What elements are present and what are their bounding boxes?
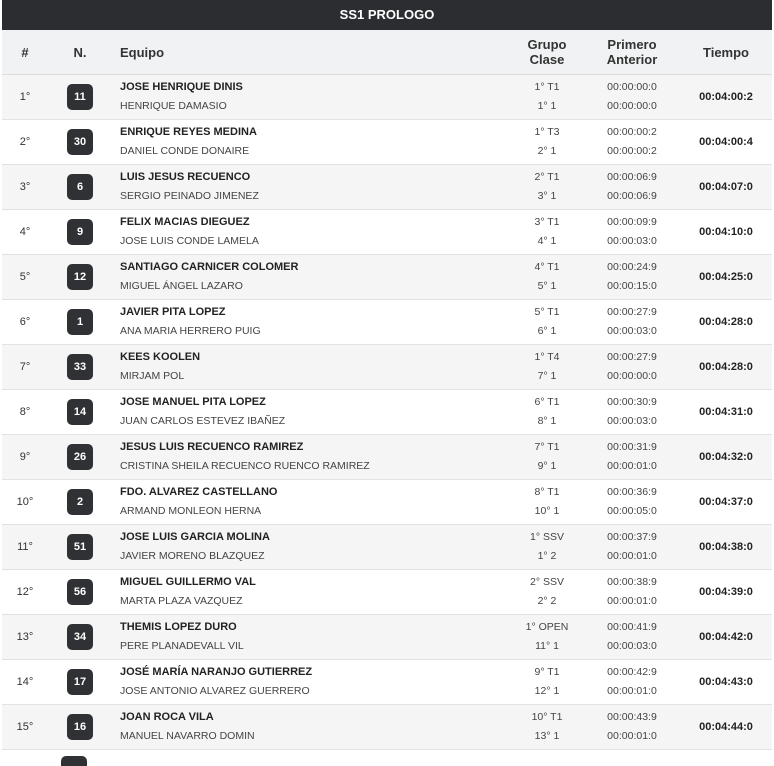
header-num: N. [73,44,87,60]
gap-first: 00:00:06:9 [607,171,657,183]
row-group [510,75,584,119]
car-number-badge: 34 [67,624,93,650]
stage-time: 00:04:38:0 [699,541,753,553]
row-time [680,705,772,749]
row-number-cell [48,210,112,254]
header-prev-line2: Anterior [606,52,658,67]
gap-previous: 00:00:03:0 [607,235,657,247]
gap-first: 00:00:36:9 [607,486,657,498]
table-row[interactable] [2,255,772,300]
gap-previous: 00:00:03:0 [607,325,657,337]
header-prev [584,30,680,74]
copilot-name: JAVIER MORENO BLAZQUEZ [120,550,265,562]
row-number-cell [48,75,112,119]
stage-time: 00:04:00:2 [699,91,753,103]
row-position: 6° [19,316,31,328]
stage-time: 00:04:37:0 [699,496,753,508]
row-group [510,390,584,434]
row-time [680,435,772,479]
row-group [510,660,584,704]
pilot-name: JOSE MANUEL PITA LOPEZ [120,396,266,408]
stage-time: 00:04:10:0 [699,226,753,238]
table-row[interactable] [2,300,772,345]
stage-time: 00:04:25:0 [699,271,753,283]
table-row[interactable] [2,120,772,165]
stage-time: 00:04:44:0 [699,721,753,733]
car-number-badge: 2 [67,489,93,515]
row-team [112,435,510,479]
row-group [510,615,584,659]
row-time [680,120,772,164]
group-rank: 7° T1 [534,441,560,453]
row-group [510,300,584,344]
header-team-label: Equipo [120,44,165,60]
copilot-name: MIRJAM POL [120,370,185,382]
stage-time: 00:04:32:0 [699,451,753,463]
row-number-cell [48,165,112,209]
row-time [680,525,772,569]
row-position: 5° [19,271,31,283]
header-prev-line1: Primero [607,37,657,52]
row-team [112,525,510,569]
table-row[interactable] [2,705,772,750]
row-gaps [584,345,680,389]
gap-first: 00:00:09:9 [607,216,657,228]
row-gaps [584,705,680,749]
table-header [2,30,772,75]
stage-title: SS1 PROLOGO [2,0,772,30]
gap-first: 00:00:42:9 [607,666,657,678]
gap-first: 00:00:43:9 [607,711,657,723]
class-rank: 5° 1 [537,280,557,292]
pilot-name: KEES KOOLEN [120,351,201,363]
table-row[interactable] [2,660,772,705]
group-rank: 4° T1 [534,261,560,273]
class-rank: 3° 1 [537,190,557,202]
table-row[interactable] [2,165,772,210]
row-gaps [584,660,680,704]
row-team [112,255,510,299]
car-number-badge: 1 [67,309,93,335]
row-group [510,345,584,389]
pilot-name: SANTIAGO CARNICER COLOMER [120,261,299,273]
row-group [510,255,584,299]
row-group [510,210,584,254]
class-rank: 9° 1 [537,460,557,472]
gap-first: 00:00:30:9 [607,396,657,408]
copilot-name: CRISTINA SHEILA RECUENCO RUENCO RAMIREZ [120,460,370,472]
header-group-line2: Clase [529,52,565,67]
pilot-name: JAVIER PITA LOPEZ [120,306,226,318]
row-gaps [584,165,680,209]
group-rank: 3° T1 [534,216,560,228]
row-team [112,390,510,434]
class-rank: 2° 2 [537,595,557,607]
copilot-name: ARMAND MONLEON HERNA [120,505,262,517]
next-row-partial [2,750,772,759]
row-number-cell [48,480,112,524]
pilot-name: JOAN ROCA VILA [120,711,214,723]
row-time [680,390,772,434]
row-group [510,705,584,749]
class-rank: 6° 1 [537,325,557,337]
row-gaps [584,480,680,524]
gap-first: 00:00:38:9 [607,576,657,588]
gap-previous: 00:00:00:0 [607,100,657,112]
gap-previous: 00:00:01:0 [607,730,657,742]
row-position: 9° [19,451,31,463]
class-rank: 13° 1 [534,730,560,742]
pilot-name: MIGUEL GUILLERMO VAL [120,576,256,588]
row-team [112,570,510,614]
pilot-name: FDO. ALVAREZ CASTELLANO [120,486,278,498]
car-number-badge: 33 [67,354,93,380]
group-rank: 9° T1 [534,666,560,678]
row-gaps [584,570,680,614]
car-number-badge: 30 [67,129,93,155]
row-time [680,165,772,209]
group-rank: 2° T1 [534,171,560,183]
row-position: 10° [16,496,34,508]
car-number-badge: 6 [67,174,93,200]
row-team [112,120,510,164]
group-rank: 8° T1 [534,486,560,498]
copilot-name: JUAN CARLOS ESTEVEZ IBAÑEZ [120,415,286,427]
gap-first: 00:00:27:9 [607,351,657,363]
row-group [510,480,584,524]
car-number-badge: 9 [67,219,93,245]
class-rank: 2° 1 [537,145,557,157]
gap-previous: 00:00:06:9 [607,190,657,202]
row-gaps [584,255,680,299]
gap-first: 00:00:00:0 [607,81,657,93]
class-rank: 8° 1 [537,415,557,427]
row-number-cell [48,570,112,614]
row-team [112,705,510,749]
gap-previous: 00:00:00:2 [607,145,657,157]
stage-time: 00:04:31:0 [699,406,753,418]
gap-first: 00:00:27:9 [607,306,657,318]
pilot-name: ENRIQUE REYES MEDINA [120,126,257,138]
group-rank: 10° T1 [531,711,563,723]
row-gaps [584,210,680,254]
row-number-cell [48,255,112,299]
group-rank: 1° T1 [534,81,560,93]
row-team [112,165,510,209]
row-time [680,660,772,704]
table-row[interactable] [2,210,772,255]
gap-previous: 00:00:01:0 [607,595,657,607]
row-position: 2° [19,136,31,148]
class-rank: 7° 1 [537,370,557,382]
stage-time: 00:04:39:0 [699,586,753,598]
class-rank: 12° 1 [534,685,560,697]
copilot-name: PERE PLANADEVALL VIL [120,640,244,652]
row-time [680,615,772,659]
stage-time: 00:04:00:4 [699,136,753,148]
car-number-badge: 26 [67,444,93,470]
row-gaps [584,300,680,344]
copilot-name: MANUEL NAVARRO DOMIN [120,730,255,742]
table-row[interactable] [2,390,772,435]
copilot-name: MARTA PLAZA VAZQUEZ [120,595,243,607]
row-position: 15° [16,721,34,733]
table-row[interactable] [2,480,772,525]
row-number-cell [48,120,112,164]
row-gaps [584,390,680,434]
gap-first: 00:00:24:9 [607,261,657,273]
header-group [510,30,584,74]
row-team [112,300,510,344]
copilot-name: JOSE LUIS CONDE LAMELA [120,235,259,247]
car-number-badge: 11 [67,84,93,110]
gap-previous: 00:00:05:0 [607,505,657,517]
row-position: 13° [16,631,34,643]
class-rank: 4° 1 [537,235,557,247]
pilot-name: THEMIS LOPEZ DURO [120,621,237,633]
row-position: 7° [19,361,31,373]
row-number-cell [48,525,112,569]
pilot-name: JOSE LUIS GARCIA MOLINA [120,531,270,543]
stage-time: 00:04:07:0 [699,181,753,193]
row-time [680,210,772,254]
header-team [112,30,510,74]
row-group [510,525,584,569]
row-gaps [584,75,680,119]
car-number-badge: 56 [67,579,93,605]
stage-time: 00:04:43:0 [699,676,753,688]
table-row[interactable] [2,525,772,570]
pilot-name: LUIS JESUS RECUENCO [120,171,251,183]
copilot-name: SERGIO PEINADO JIMENEZ [120,190,259,202]
group-rank: 1° T3 [534,126,560,138]
partial-badge [61,756,87,766]
row-number-cell [48,345,112,389]
table-row[interactable] [2,75,772,120]
copilot-name: JOSE ANTONIO ALVAREZ GUERRERO [120,685,310,697]
gap-previous: 00:00:01:0 [607,685,657,697]
row-gaps [584,615,680,659]
row-team [112,615,510,659]
table-row[interactable] [2,435,772,480]
row-time [680,75,772,119]
row-time [680,345,772,389]
header-time: Tiempo [703,44,749,60]
copilot-name: DANIEL CONDE DONAIRE [120,145,250,157]
row-number-cell [48,615,112,659]
header-pos: # [21,44,29,60]
row-gaps [584,120,680,164]
pilot-name: JOSÉ MARÍA NARANJO GUTIERREZ [120,666,313,678]
stage-time: 00:04:28:0 [699,361,753,373]
stage-time: 00:04:42:0 [699,631,753,643]
row-group [510,435,584,479]
group-rank: 6° T1 [534,396,560,408]
row-time [680,570,772,614]
row-time [680,300,772,344]
row-position: 1° [19,91,31,103]
group-rank: 1° T4 [534,351,560,363]
stage-time: 00:04:28:0 [699,316,753,328]
row-team [112,75,510,119]
group-rank: 5° T1 [534,306,560,318]
row-position: 14° [16,676,34,688]
table-body [2,75,772,750]
row-group [510,120,584,164]
car-number-badge: 12 [67,264,93,290]
car-number-badge: 17 [67,669,93,695]
row-position: 3° [19,181,31,193]
row-team [112,210,510,254]
row-team [112,660,510,704]
row-number-cell [48,390,112,434]
pilot-name: FELIX MACIAS DIEGUEZ [120,216,250,228]
gap-first: 00:00:41:9 [607,621,657,633]
group-rank: 1° SSV [530,531,564,543]
pilot-name: JOSE HENRIQUE DINIS [120,81,243,93]
copilot-name: MIGUEL ÁNGEL LAZARO [120,280,243,292]
copilot-name: ANA MARIA HERRERO PUIG [120,325,261,337]
header-group-line1: Grupo [527,37,567,52]
row-position: 4° [19,226,31,238]
row-time [680,255,772,299]
gap-previous: 00:00:03:0 [607,415,657,427]
row-gaps [584,525,680,569]
class-rank: 1° 2 [537,550,557,562]
table-row[interactable] [2,615,772,660]
row-number-cell [48,660,112,704]
row-group [510,570,584,614]
gap-first: 00:00:31:9 [607,441,657,453]
row-number-cell [48,300,112,344]
row-position: 8° [19,406,31,418]
row-gaps [584,435,680,479]
class-rank: 10° 1 [534,505,560,517]
gap-previous: 00:00:03:0 [607,640,657,652]
group-rank: 1° OPEN [525,621,569,633]
class-rank: 1° 1 [537,100,557,112]
table-row[interactable] [2,570,772,615]
row-number-cell [48,435,112,479]
row-position: 12° [16,586,34,598]
table-row[interactable] [2,345,772,390]
copilot-name: HENRIQUE DAMASIO [120,100,227,112]
gap-first: 00:00:37:9 [607,531,657,543]
pilot-name: JESUS LUIS RECUENCO RAMIREZ [120,441,304,453]
car-number-badge: 51 [67,534,93,560]
gap-first: 00:00:00:2 [607,126,657,138]
row-group [510,165,584,209]
gap-previous: 00:00:00:0 [607,370,657,382]
group-rank: 2° SSV [530,576,564,588]
row-number-cell [48,705,112,749]
class-rank: 11° 1 [535,640,559,652]
results-table [2,0,772,750]
car-number-badge: 14 [67,399,93,425]
row-team [112,480,510,524]
gap-previous: 00:00:01:0 [607,460,657,472]
gap-previous: 00:00:01:0 [607,550,657,562]
gap-previous: 00:00:15:0 [607,280,657,292]
car-number-badge: 16 [67,714,93,740]
row-team [112,345,510,389]
row-time [680,480,772,524]
row-position: 11° [17,541,33,553]
